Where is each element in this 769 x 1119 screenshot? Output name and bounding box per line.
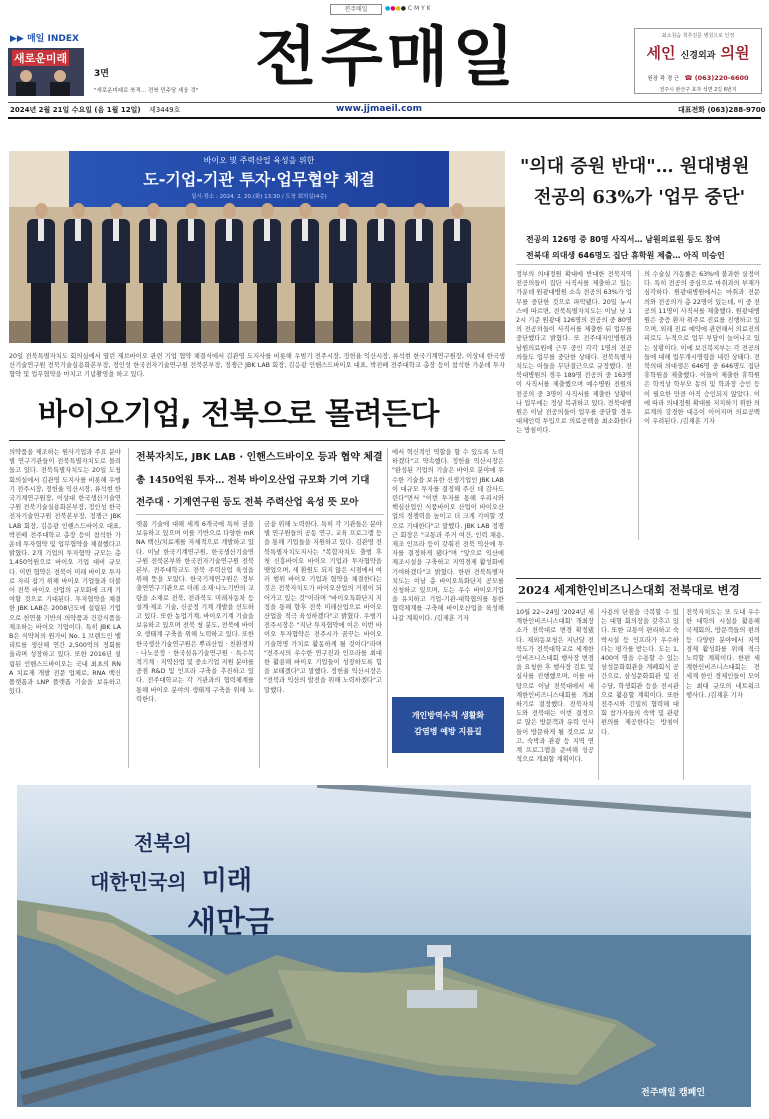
main-headline: 바이오기업, 전북으로 몰려든다 [38,397,440,432]
main-subhead-3: 전주대 · 기계연구원 등도 전북 주력산업 육성 뜻 모아 [136,497,359,508]
ad-line2a: 대한민국의 [90,870,187,894]
right-headline-2: 전공의 63%가 '업무 중단' [534,187,746,208]
photo-people [9,151,505,343]
index-summary: "새로운미래로 북적… 전북 민주당 세웅 것" [94,88,199,94]
ad-address: 전주시 완산구 효자 석면 2길 6번지 [659,87,737,93]
website-link[interactable]: www.jjmaeil.com [336,104,422,114]
index-thumb-caption: 새로운미래 [14,52,68,65]
main-col3: 금융 위해 노력한다. 특히 각 기관들은 분야별 연구원들의 공동 연구, 교육 프로그램 등을 통해 기업들을 지원하고 있다. 김관영 전북특별자치도지사는 "복합자치도 출범 후 첫 신흥바이오 바이오 기업과 투자협약을 맺었으며, 새 환원도 되지 않은 시점에서 여러 행위 바이오 기업과 협약을 체결한다는 것은 전북자치도가 바이오산업의 거점이 되어가고 있는 것"이라며 "바이오특화단지 지정을 통해 향후 전북 미래산업으로 바이오산업을 적극 육성하겠다"고 밝혔다. 우범기 전주시장은 "지난 투자협약에 이은 이번 바이오 투자협약은 전주시가 꿈꾸는 바이오 기술혁명 가치로 활동하게 될 것이다"라며 "전주시의 우수한 연구진과 인프라를 최대한 활용해 바이오 기업들이 성장하도록 힘을 보태겠다"고 말했다. 정헌율 익산시장은 "전북과 익산의 발전을 위해 노력하겠다"고 말했다. [264,521,382,694]
right-headline-1: "의대 증원 반대"… 원대병원 [520,156,750,177]
ad-line3: 새만금 [187,905,274,940]
index-label: ▶▶ 매일 INDEX [10,34,79,44]
top-stamp: 전주매일 [330,4,382,15]
main-subhead-2: 총 1450억원 투자… 전북 바이오산업 규모화 기여 기대 [136,475,370,486]
conference-col1: 10월 22~24일 '2024년 세계한인비즈니스대회' 개최장소가 전북대로 변경 확정됐다. 재외동포청은 지난달 전북도가 전북대학교로 세계한인비즈니스대회 행사장 변경을 요청한 후 행사장 검토 및 실사를 진행했으며, 이를 바탕으로 이날 전북대에서 세계한인비즈니스대회를 개최하기로 결정했다. 전북자치도와 전북대는 이번 결정으로 많은 방문객과 유력 인사들이 방문하게 될 것으로 보고, 숙박과 관광 등 지역 연계 프로그램을 준비해 성공적으로 개최할 계획이다. [516,609,594,764]
conference-col2: 사용의 단점을 극복할 수 있는 대형 회의장을 갖추고 있다. 또한 교통이 편리하고 숙박시설 등 인프라가 우수하다는 평가를 받는다. 도는 1,400여 명을 수용할 수 있는 삼성문화회관을 개폐회식 공간으로, 삼성문화회관 및 진수당, 학생회관 등을 전시관으로 활용할 계획이다. 또한 전주시와 긴밀히 협력해 대회 참가자들의 숙박 및 관광 편의를 제공한다는 방침이다. [601,609,679,736]
photo-caption: 20일 전북특별자치도 회의실에서 열린 제브바이오 관련 기업 협약 체결식에서 김관영 도지사를 비롯해 우범기 전주시장, 정헌율 익산시장, 류석현 한국기계연구원장, 이상대 한국생산기술연구원 전북기술실용화본부장, 정인성 한국전자기술연구원 전북본부장, 정쟁근 JBK LAB 회장, 김응광 인핸스드바이오 대표, 박진배 전주대학교 총장 등이 참석한 가운데 투자협약 및 업무협약을 마치고 기념촬영을 하고 있다. [9,353,505,378]
ad-credit: 전주매일 캠페인 [641,1088,705,1098]
main-col1: 의약품을 제조하는 원사기업과 주요 분야별 연구기관들이 전북특별자치도로 몰려들고 있다. 전북특별자치도는 20일 도청 회의실에서 김관영 도지사를 비롯해 우범기 전주시장, 정헌율 익산시장, 류석현 한국기계연구원장, 이상대 한국생산기술연구원 전북기술실용화본부장, 정인성 한국전자기술연구원 전북본부장, 정쟁근 JBK LAB 회장, 김응광 인핸스드바이오 대표, 박진배 전주대학교 총장 등이 참석한 가운데 투자협약 및 업무협약을 체결했다고 밝혔다. 2개 기업의 투자협약 규모는 총 1,450억원으로 바이오 기업 대비 규모다. 이번 협약은 전북이 미래 바이오 투자로 자리 잡기 위해 바이오 기업들과 더불어 전북 바이오 산업의 규모화에 크게 기여할 것으로 기대된다. 투자협약을 체결한 JBK LAB은 2008년도에 설립된 기업으로 천연물 기반의 의약품과 건강식품을 제조하는 바이오 기업이다. 특히 JBK LAB은 식약처의 원가비 No. 1 브랜드인 밸리트를 생산해 연간 2,500억의 정회를 올리며 성장하고 있다. 또한 2016년 설립된 인핸스드바이오는 국내 최초의 RNA 치료제 개발 전문 업체로, RNA 백신 플랫폼과 LNP 플랫폼 기술을 보유하고 있다. [9,449,121,696]
issue-no: 제3449호 [149,106,181,114]
ad-line2b: 미래 [201,866,252,896]
right-col2: 의 수술실 가동률은 63%에 불과한 실정이다. 특히 전공의 중심으로 마취과의 부재가 심각하다. 원광대병원에서는 마취과 전문의와 전공의가 총 22명이 있는데, 이 중 전공의 11명이 사직서를 제출했다. 원광대병원은 중증 환자 위주로 진료를 진행하고 있으며, 외래 진료 예약에 관련해서 의료진의 피로도 누적으로 업무 부담이 늘어나고 있는 상황이다. 이에 보건복지부는 각 전공의들에 대해 업무개시명령을 내린 상태다. 전북의대 의대생은 646명 중 646명도 집단 휴학원을 제출했다. 이들이 제출한 휴학원은 학칙상 학부모 동의 및 학과장 승인 등이 필요한 만큼 아직 승인되지 않았다. 이에 따라 의대정원 확대를 저지하기 위한 의료계의 강경한 대응이 이어지며 의료공백이 우려된다. /김재훈 기자 [644,271,760,426]
cmyk-marks: ●●●● C M Y K [385,5,431,12]
main-subhead-1: 전북자치도, JBK LAB · 인핸스드바이오 등과 협약 체결 [136,452,383,463]
conference-headline: 2024 세계한인비즈니스대회 전북대로 변경 [518,583,740,597]
box-line1: 개인방역수칙 생활화 [411,711,485,720]
ad-tel: ☎ (063)220-6600 [684,74,749,82]
ad-name3: 의원 [720,44,750,62]
lead-photo [9,151,505,343]
main-col2: 랫폼 기술에 대해 세계 6개국에 특허 권을 보유하고 있으며 이를 기반으로 다양한 mRNA 백신/치료제를 자체적으로 개발하고 있다. 이날 한국기계연구원, 한국생산기술연구원 전북본부와 한국전자기술연구원 전북본부, 전주대학교도 전북 주력산업 육성을 위해 뜻을 모았다. 한국기계연구원은 정부출연연구기관으로 미래 소재·나노기반의 교량을 소재로 전북, 전라북도 미래자동차 등 설계·제조 기술, 신공정 기계 개발을 선도하고 있다. 또한 농업기계, 바이오기계 기술을 보유하고 있으며 전북 청 분도, 전북에 바이오 생태계 구축을 위해 노력하고 있다. 또한 한국생산기술연구원은 뿌리산업 · 친환경차 · 나노공정 · 한국섬유기술연구원 · 특수목적기계 · 지역산업 및 중소기업 지원 분야를 중점 R&D 및 인프라 구축을 추진하고 있다. 전주대학교는 각 기관과의 협력체계를 통해 바이오 분야의 생태계 구축을 위해 노력한다. [136,521,254,703]
banner-main: 도-기업-기관 투자·업무협약 체결 [143,170,375,189]
ad-name2: 신경외과 [680,51,716,61]
ad-box [634,28,762,94]
seawall-illustration [17,785,751,1107]
date-issue: 2024년 2월 21일 수요일 (음 1월 12일) 제3449호 [10,106,181,114]
conference-col3: 전북자치도는 또 도내 우수한 대학의 시설을 활용해 국제회의, 방문객들의 편의 등 다양한 분야에서 지역 경제 활성화를 위해 적극 노력할 계획이다. 한편 세계한인비즈니스대회는 전 세계 한인 경제인들이 모이는 최대 규모의 네트워크 행사다. /김재훈 기자 [686,609,760,699]
right-subhead-1: 전공의 126명 중 80명 사직서… 남원의료원 등도 참여 [526,235,721,244]
banner-sub: 일시·장소 : 2024. 2. 20.(화) 13:30 / 도청 회의실(4층) [191,194,327,200]
ad-top: 최소침습 척추전문 병원으로 인정 [661,33,735,39]
saemangeum-ad [17,785,751,1107]
banner-small: 바이오 및 주력산업 육성을 위한 [203,156,315,165]
main-col4: 에서 혁신적인 역할을 할 수 있도록 노력하겠다"고 약속했다. 정헌율 익산시장은 "완성된 기업의 기술은 바이오 분야에 우수한 기술을 보유한 신생기업인 JBK LAB이 대규모 투자를 결정해 주신 데 감사드린다"면서 "이번 투자를 통해 우리시와 핵심산업인 식품바이오 산업이 바이오산업의 경쟁력을 높이고 더 크게 기여할 것으로 기대한다"고 말했다. JBK LAB 정쟁근 회장은 "교통과 주거 여건, 인력 채용, 제조 인프라 등이 갖춰진 전북 익산에 투자를 결정하게 됐다"며 "앞으로 익산에 제조시설을 구축하고 지역경제 활성화에 기여하겠다"고 밝혔다. 한편 전북특별자치도는 이날 총 바이오특화단지 공모를 신청하고 있으며, 도는 우수 바이오기업을 유치하고 기업-기관-대학협의를 통한 협력체계를 구축해 바이오산업을 육성해 나갈 계획이다. /김재훈 기자 [392,449,504,622]
paper-name: 전주매일 [255,21,519,95]
index-thumbnail [8,48,84,96]
index-page: 3면 [94,69,109,79]
health-campaign-box [392,697,504,753]
right-col1: 정부의 의대정원 확대에 반대한 전북지역 전공의들이 집단 사직서를 제출하고 있는 가운데 원광대병원 소속 전공의 63%가 업무를 중단한 것으로 파악됐다. 20일 뉴시스에 따르면, 전북특별자치도는 이날 낮 12시 기준 원광대 126명의 전공의 중 80명의 전공의들이 사직서를 제출한 뒤 업무를 중단했다고 밝혔다. 또 전주대자인병원과 남원의료원에 근무 중인 각각 1명의 전공의들도 업무를 중단한 상태다. 전북특별자치도는 이들을 무단결근으로 규정했다. 전북대병원의 경우 189명 전공의 중 163명이 사직서를 제출했으며 예수병원 전원의 전공의 중 3명이 사직서를 제출한 상황이나 업무에는 정상 복귀하고 있다. 전북대병원은 이날 전공의들이 업무를 중단할 경우 대체인력 투입으로 의료공백을 최소화한다는 방침이다. [516,271,632,435]
box-line2: 감염병 예방 지름길 [414,727,482,736]
ad-director: 원장 곽 경 근 [647,76,680,82]
phone: 대표전화 (063)288-9700 [678,106,766,114]
ad-line1: 전북의 [134,831,192,855]
ad-name1: 세인 [646,44,676,62]
right-subhead-2: 전북대 의대생 646명도 집단 휴학원 제출… 아직 미승인 [526,251,725,260]
